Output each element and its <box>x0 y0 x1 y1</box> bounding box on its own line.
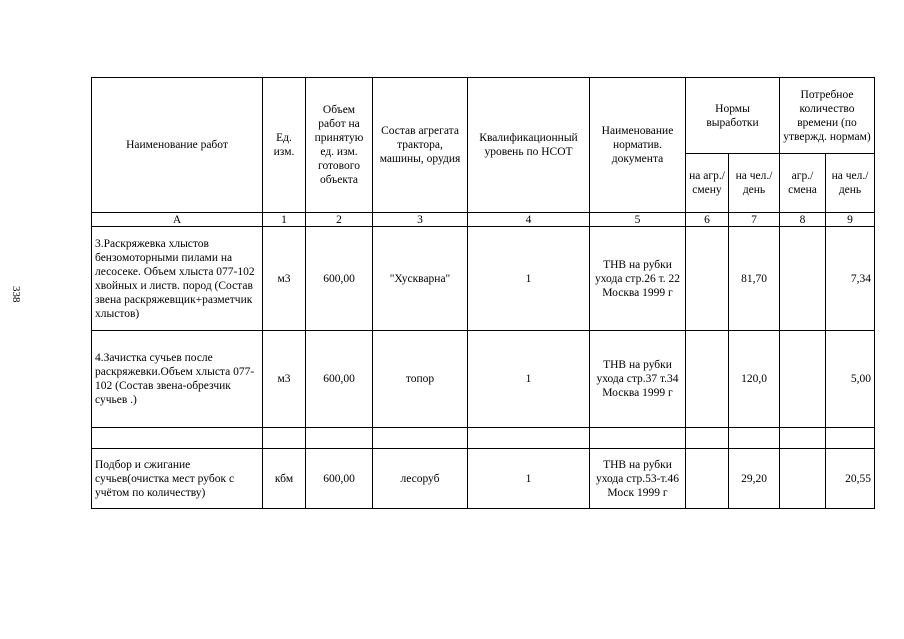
row-qualification <box>468 428 590 449</box>
row-qualification: 1 <box>468 449 590 509</box>
header-name: Наименование работ <box>92 78 263 213</box>
column-number: 5 <box>590 213 686 227</box>
column-number: 7 <box>729 213 780 227</box>
row-time-person: 5,00 <box>826 331 875 428</box>
column-number: 2 <box>306 213 373 227</box>
row-norm-person: 81,70 <box>729 227 780 331</box>
row-norm-person: 29,20 <box>729 449 780 509</box>
row-composition: "Хускварна" <box>373 227 468 331</box>
header-unit: Ед. изм. <box>263 78 306 213</box>
row-unit: м3 <box>263 331 306 428</box>
header-composition: Состав агрегата трактора, машины, орудия <box>373 78 468 213</box>
header-norms-agr: на агр./ смену <box>686 154 729 213</box>
header-time: Потребное количество времени (по утвержд. нормам) <box>780 78 875 154</box>
row-norm-person <box>729 428 780 449</box>
row-composition <box>373 428 468 449</box>
row-unit: кбм <box>263 449 306 509</box>
table-row <box>92 331 875 428</box>
column-number: А <box>92 213 263 227</box>
header-time-person: на чел./ день <box>826 154 875 213</box>
row-time-person: 20,55 <box>826 449 875 509</box>
column-number: 4 <box>468 213 590 227</box>
row-time-agr <box>780 227 826 331</box>
row-composition: лесоруб <box>373 449 468 509</box>
column-number: 3 <box>373 213 468 227</box>
row-volume: 600,00 <box>306 227 373 331</box>
row-work-name: 4.Зачистка сучьев после раскряжевки.Объем хлыста 077-102 (Состав звена-обрезчик сучьев .) <box>92 331 263 428</box>
table-row <box>92 227 875 331</box>
row-time-person <box>826 428 875 449</box>
row-norm-person: 120,0 <box>729 331 780 428</box>
row-document <box>590 428 686 449</box>
row-norm-agr <box>686 449 729 509</box>
row-qualification: 1 <box>468 227 590 331</box>
header-time-agr: агр./ смена <box>780 154 826 213</box>
row-norm-agr <box>686 428 729 449</box>
column-number-row <box>92 213 875 227</box>
row-work-name: Подбор и сжигание сучьев(очистка мест рубок с учётом по количеству) <box>92 449 263 509</box>
row-volume: 600,00 <box>306 449 373 509</box>
row-norm-agr <box>686 331 729 428</box>
row-norm-agr <box>686 227 729 331</box>
row-composition: топор <box>373 331 468 428</box>
work-norms-table <box>91 77 875 509</box>
header-document: Наименование норматив. документа <box>590 78 686 213</box>
table-row <box>92 449 875 509</box>
row-time-agr <box>780 331 826 428</box>
row-unit: м3 <box>263 227 306 331</box>
row-time-person: 7,34 <box>826 227 875 331</box>
row-volume <box>306 428 373 449</box>
row-unit <box>263 428 306 449</box>
column-number: 6 <box>686 213 729 227</box>
row-work-name: 3.Раскряжевка хлыстов бензомоторными пилами на лесосеке. Объем хлыста 077-102 хвойных и листв. пород (Состав звена раскряжевщик+разметчик хлыстов) <box>92 227 263 331</box>
column-number: 9 <box>826 213 875 227</box>
table-row <box>92 428 875 449</box>
row-document: ТНВ на рубки ухода стр.53-т.46 Моск 1999 г <box>590 449 686 509</box>
row-qualification: 1 <box>468 331 590 428</box>
row-time-agr <box>780 449 826 509</box>
row-work-name <box>92 428 263 449</box>
header-volume: Объем работ на принятую ед. изм. готового объекта <box>306 78 373 213</box>
row-volume: 600,00 <box>306 331 373 428</box>
header-norms-person: на чел./ день <box>729 154 780 213</box>
column-number: 8 <box>780 213 826 227</box>
row-time-agr <box>780 428 826 449</box>
header-qualification: Квалификационный уровень по НСОТ <box>468 78 590 213</box>
header-row-top <box>92 78 875 154</box>
column-number: 1 <box>263 213 306 227</box>
page-number: 338 <box>10 286 22 303</box>
row-document: ТНВ на рубки ухода стр.26 т. 22 Москва 1999 г <box>590 227 686 331</box>
row-document: ТНВ на рубки ухода стр.37 т.34 Москва 1999 г <box>590 331 686 428</box>
header-norms: Нормы выработки <box>686 78 780 154</box>
